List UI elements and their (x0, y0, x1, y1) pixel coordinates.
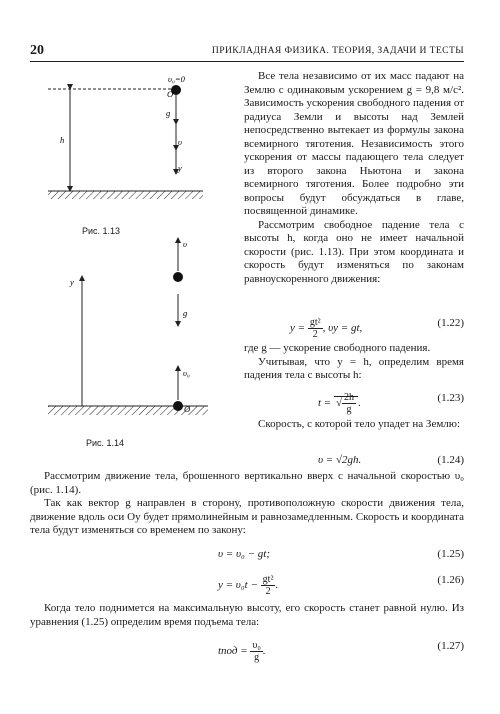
paragraph-5: Скорость, с которой тело упадет на Землю: (258, 418, 461, 430)
equation-1-24: υ = √2gh. (1.24) (318, 454, 464, 466)
figure-1-14 (48, 238, 208, 415)
label-v0: υ₀ (183, 368, 190, 378)
equation-number: (1.22) (437, 317, 464, 329)
body-top (173, 272, 183, 282)
page-number: 20 (30, 43, 44, 58)
equation-1-23: t = √ $\frac{2h}{g}$ . (1.23) (318, 392, 464, 415)
paragraph-7: Так как вектор g направлен в сторону, противоположную скорости движения тела, движение вдоль оси Oy будет прямолинейным и равнозамедленным. Скорость и координата тела будут изменяться со временем по закону: (30, 497, 464, 536)
header-rule (30, 61, 464, 62)
label-v: υ (178, 137, 182, 147)
equation-number: (1.26) (437, 574, 464, 586)
paragraph-6: Рассмотрим движение тела, брошенного вертикально вверх с начальной скоростью υ₀ (рис. 1.14). (30, 470, 464, 496)
body-bottom (173, 401, 183, 411)
paragraph-4: Учитывая, что y = h, определим время падения тела с высоты h: (244, 355, 464, 381)
caption-fig-1-13: Рис. 1.13 (82, 226, 121, 236)
equation-1-27: tпод = $\frac{\text{υ₀}}{g}$ . (1.27) (218, 640, 464, 663)
paragraph-2: Рассмотрим свободное падение тела с высоты h, когда оно не имеет начальной скорости (рис. 1.13). При этом координата и скорость будут изменяться по законам равноускоренного движения: (244, 218, 464, 285)
equation-number: (1.23) (437, 392, 464, 404)
right-column-text (244, 70, 464, 286)
label-g: g (166, 108, 171, 118)
ground-hatch (48, 191, 203, 199)
paragraph-1: Все тела независимо от их масс падают на Землю с одинаковым ускорением g = 9,8 м/с². Зависимость ускорения свободного падения от радиуса Земли и высоты над Землей непосредственно вытекает из формулы закона всемирного тяготения. Независимость этого ускорения от массы падающего тела следует из второго закона Ньютона и закона всемирного тяготения. Более подробно эти вопросы будут обсуждаться в главе, посвященной динамике. (244, 70, 464, 217)
caption-fig-1-14: Рис. 1.14 (86, 438, 125, 448)
label-y: y (178, 163, 182, 173)
label-v0-eq: υ₀=0 (168, 74, 185, 84)
equation-1-25: υ = υ₀ − gt; (1.25) (218, 548, 464, 560)
equation-number: (1.24) (437, 454, 464, 466)
label-y-axis: y (70, 277, 74, 287)
equation-number: (1.25) (437, 548, 464, 560)
label-g-2: g (183, 308, 188, 318)
running-title: ПРИКЛАДНАЯ ФИЗИКА. ТЕОРИЯ, ЗАДАЧИ И ТЕСТЫ (211, 45, 464, 56)
figures-panel (28, 66, 238, 446)
equation-1-26: y = υ₀t − $\frac{\text{gt²}}{2}$ . (1.26) (218, 574, 464, 597)
label-h: h (60, 135, 65, 145)
page-header (30, 43, 464, 57)
paragraph-8: Когда тело поднимется на максимальную высоту, его скорость станет равной нулю. Из уравнения (1.25) определим время подъема тела: (30, 602, 464, 628)
equation-number: (1.27) (437, 640, 464, 652)
paragraph-3: где g — ускорение свободного падения. (244, 342, 431, 354)
label-origin: O (167, 89, 174, 99)
label-v-top: υ (183, 239, 187, 249)
equation-1-22: y = $\frac{\text{gt²}}{2}$ , υy = gt, (1.22) (290, 317, 464, 340)
label-origin-2: O (184, 404, 191, 414)
